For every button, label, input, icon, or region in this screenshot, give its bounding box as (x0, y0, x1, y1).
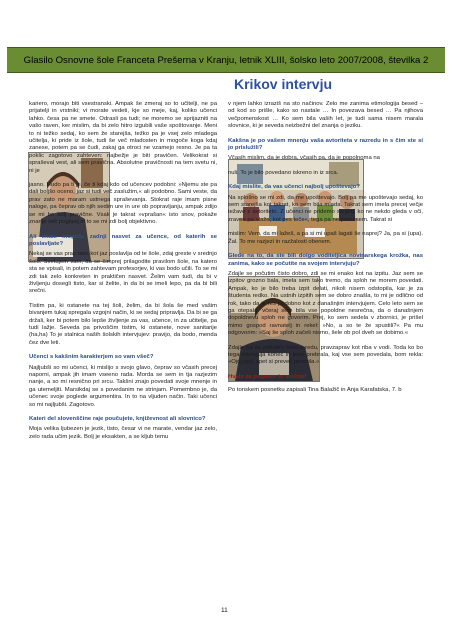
article-credit: Po tonskem posnetku zapisali Tina Balažič in Anja Karafatska, 7. b (228, 387, 402, 394)
closing-thanks: Hvala za pogovor in srečno! (228, 373, 307, 380)
answer-respect-2: mislim: Vem, da mi lažeš, a pa si mi upaš lagati še naprej? Ja, pa si (upa). Žal. To me razjezi in razžalosti obenem. (228, 231, 423, 245)
left-paragraph-beside-photo: jasno. Hudo pa ti je, če ti kdaj kdo od učencev podobni: »Njemu ste pa dali boljšo oceno, jaz si tudi več zaslužim,« ali podobno. Sami veste, da prav zato ne maram ustnega spraševanja. Stokrat raje imam pisne naloge, pa čeprav ob njih sedim ure in ure ob popravljanju, ampak zdijo se mi bo bolj pravične. Vsak je takrat »vprašan« isto snov, pokaže znanje več poglavij in to se mi zdi bolj objektivno. (29, 182, 217, 226)
header-text: Glasilo Osnovne šole Franceta Prešerna v Kranju, letnik XLIII, šolsko leto 2007/2008, številka 2 (23, 54, 429, 66)
question-respect: Kdaj mislite, da vas učenci najbolj upoštevajo? (228, 184, 360, 191)
answer-authority-2: nuli. To je bilo povedano iskreno in iz srca. (228, 169, 339, 176)
article-title: Krikov intervju (234, 76, 333, 92)
left-column (29, 101, 217, 448)
answer-interview-2: Zdajle pa se počutim čisto v redu, pravzaprav kot riba v vodi. Toda ko bo tega intervjuja konec in bom prebrala, kaj vse sem povedala, bom rekla: »Ojoj,ojoj, spet si preveč govorila.« (228, 344, 423, 366)
question-slovenian: Kateri del slovenščine raje poučujete, književnost ali slovnico? (29, 416, 206, 423)
answer-slovenian: Moja velika ljubezen je jezik, tisto, česar vi ne marate, vendar jaz zelo, zelo rada učim jezik. Bolj je eksakten, a se kljub temu (29, 426, 217, 440)
answer-interview-1: Zdajle se počutim čisto dobro, zdi se mi enako kot na izpitu. Jaz sem se izpitov grozno bala, imela sem tako tremo, da sploh ne morem povedati. Ampak, ko je bilo treba izpit delati, nikoli nisem odstopila, kar je za študenta redko. Na ustnih izpitih sem se dobro znašla, to mi je odlično od rok, tako da je res podobno kot z današnjim intervjujem. Celo leto sem se ga otepala, včeraj sem bila vse popoldne nesrečna, da o današnjem dopoldnevu sploh ne govorim. Prej, ko sem sedela v zbornici, je prišel mimo gospod ravnatelj in rekel: »No, a so te že spustili?« Pa mu odgovorim: »Saj še sploh začeli nismo, šele ob pol dveh se dobimo.« (228, 270, 423, 337)
question-interview: Glede na to, da ste bili dolgo voditeljica novinarskega krožka, nas zanima, kako se počutite na svojem intervjuju? (228, 253, 423, 267)
answer-character: Najljubši so mi učenci, ki mislijo s svojo glavo, čeprav so včasih precej naporni, ampak jih imam vseeno rada. Morda se sem in tja razjezim nanje, a so mi resnično pri srcu. Takšni znajo povedati svoje mnenje in ga utemeljiti. Marsikdaj se s povedanim ne strinjam. Pomembno je, da učenec svoje poglede argumentira. In to na vljuden način. Taki učenci so mi najljubši. Zagotovo. (29, 364, 217, 408)
right-column (228, 101, 423, 402)
answer-respect-1: Na splošno se mi zdi, da me upoštevajo. Bolj pa me upoštevajo sedaj, ko sem starejša kot takrat, ko sem bila mlada. Takrat sem imela precej večje težave z avtoriteto. Z učenci ne pridemo skupaj, ko ne nekdo gleda v oči, zraven pa »laže, kot pes teče«, tega pa ne prenesem. Takrat si (228, 194, 423, 223)
answer-advice-1: Nekaj se vas prav tako kot jaz poslavlja od te šole, zdaj greste v srednjo šolo. Svetujem vam, da se čimprej prilagodite pravilom šole, na katero sta se vpisali, in potem zahtevam profesorjev, ki vas bodo učili. To se mi zdi tak zelo konkreten in praktičen nasvet. Želim vam tudi, da bi v življenju dosegli tisto, kar si želite, in da bi se imeli lepo, pa da bi bili srečni. (29, 251, 217, 295)
question-character: Učenci s kakšnim karakterjem so vam všeč? (29, 354, 154, 361)
newsletter-header-bar (7, 47, 445, 73)
right-paragraph-intro: v njem lahko izraziš na sto načinov. Zelo me zanima etimologija besed – od kod so prišle, kako so nastale … In povezava besed … Pa njihova večpomenskost … Ko sem bila vaših let, je tudi sama nisem marala slovnice, ki je seveda neizbežni del znanja o jeziku. (228, 101, 423, 130)
answer-advice-2: Tistim pa, ki ostanete na tej šoli, želim, da bi šola še med vašim bivanjem tukaj spregala vzgojni način, ki se sedaj pripravlja. Da bi se ga držali, ker bi potem bilo lepše življenje za vas, učence, in za učitelje, pa tudi lažje. Seveda pa privoščim tistim, ki ostanete, nove sanitarije (ha,ha) To je stalnica naših šolskih intervjujev: pravijo, da bodo, menda čez dve leti. (29, 302, 217, 346)
question-advice: Ali imate mogoče zadnji nasvet za učence, od katerih se poslavljate? (29, 233, 217, 247)
page-number: 11 (221, 607, 228, 614)
left-paragraph-intro: kariero, morajo biti vsestranski. Ampak še zmeraj so to učitelji, ne pa prijatelji in vrstniki; vi morate vedeti, kje so meje, kaj, koliko učenci lahko. česa pa ne smete. Odrasli pa tudi; ne moremo se sprijazniti na vašo raven, ker mislim, da bi zelo hitro izgubili vaše spoštovanje. Meni to ni težko sedaj, ko sem že starejša, težko pa je vsej zelo mladega učitelja, ki pride iz šole, tudi še več mladosten in mogoče koga kdaj zanese, potem pa se čudi, zakaj ga otroci ne vzamejo resno. Je pa ta poklic zagotovo zahteven: najbežje je biti pravičen. Velikokrat si spraševal vest, ali sem pravična. Absolutne pravičnosti na tem svetu ni, ni je (29, 101, 217, 174)
answer-authority-1: Včasih mislim, da je dobra, včasih pa, da je popolnoma na (228, 155, 380, 162)
question-authority: Kakšna je po vašem mnenju vaša avtoriteta v razredu in s čim ste si jo prislužili? (228, 137, 423, 152)
